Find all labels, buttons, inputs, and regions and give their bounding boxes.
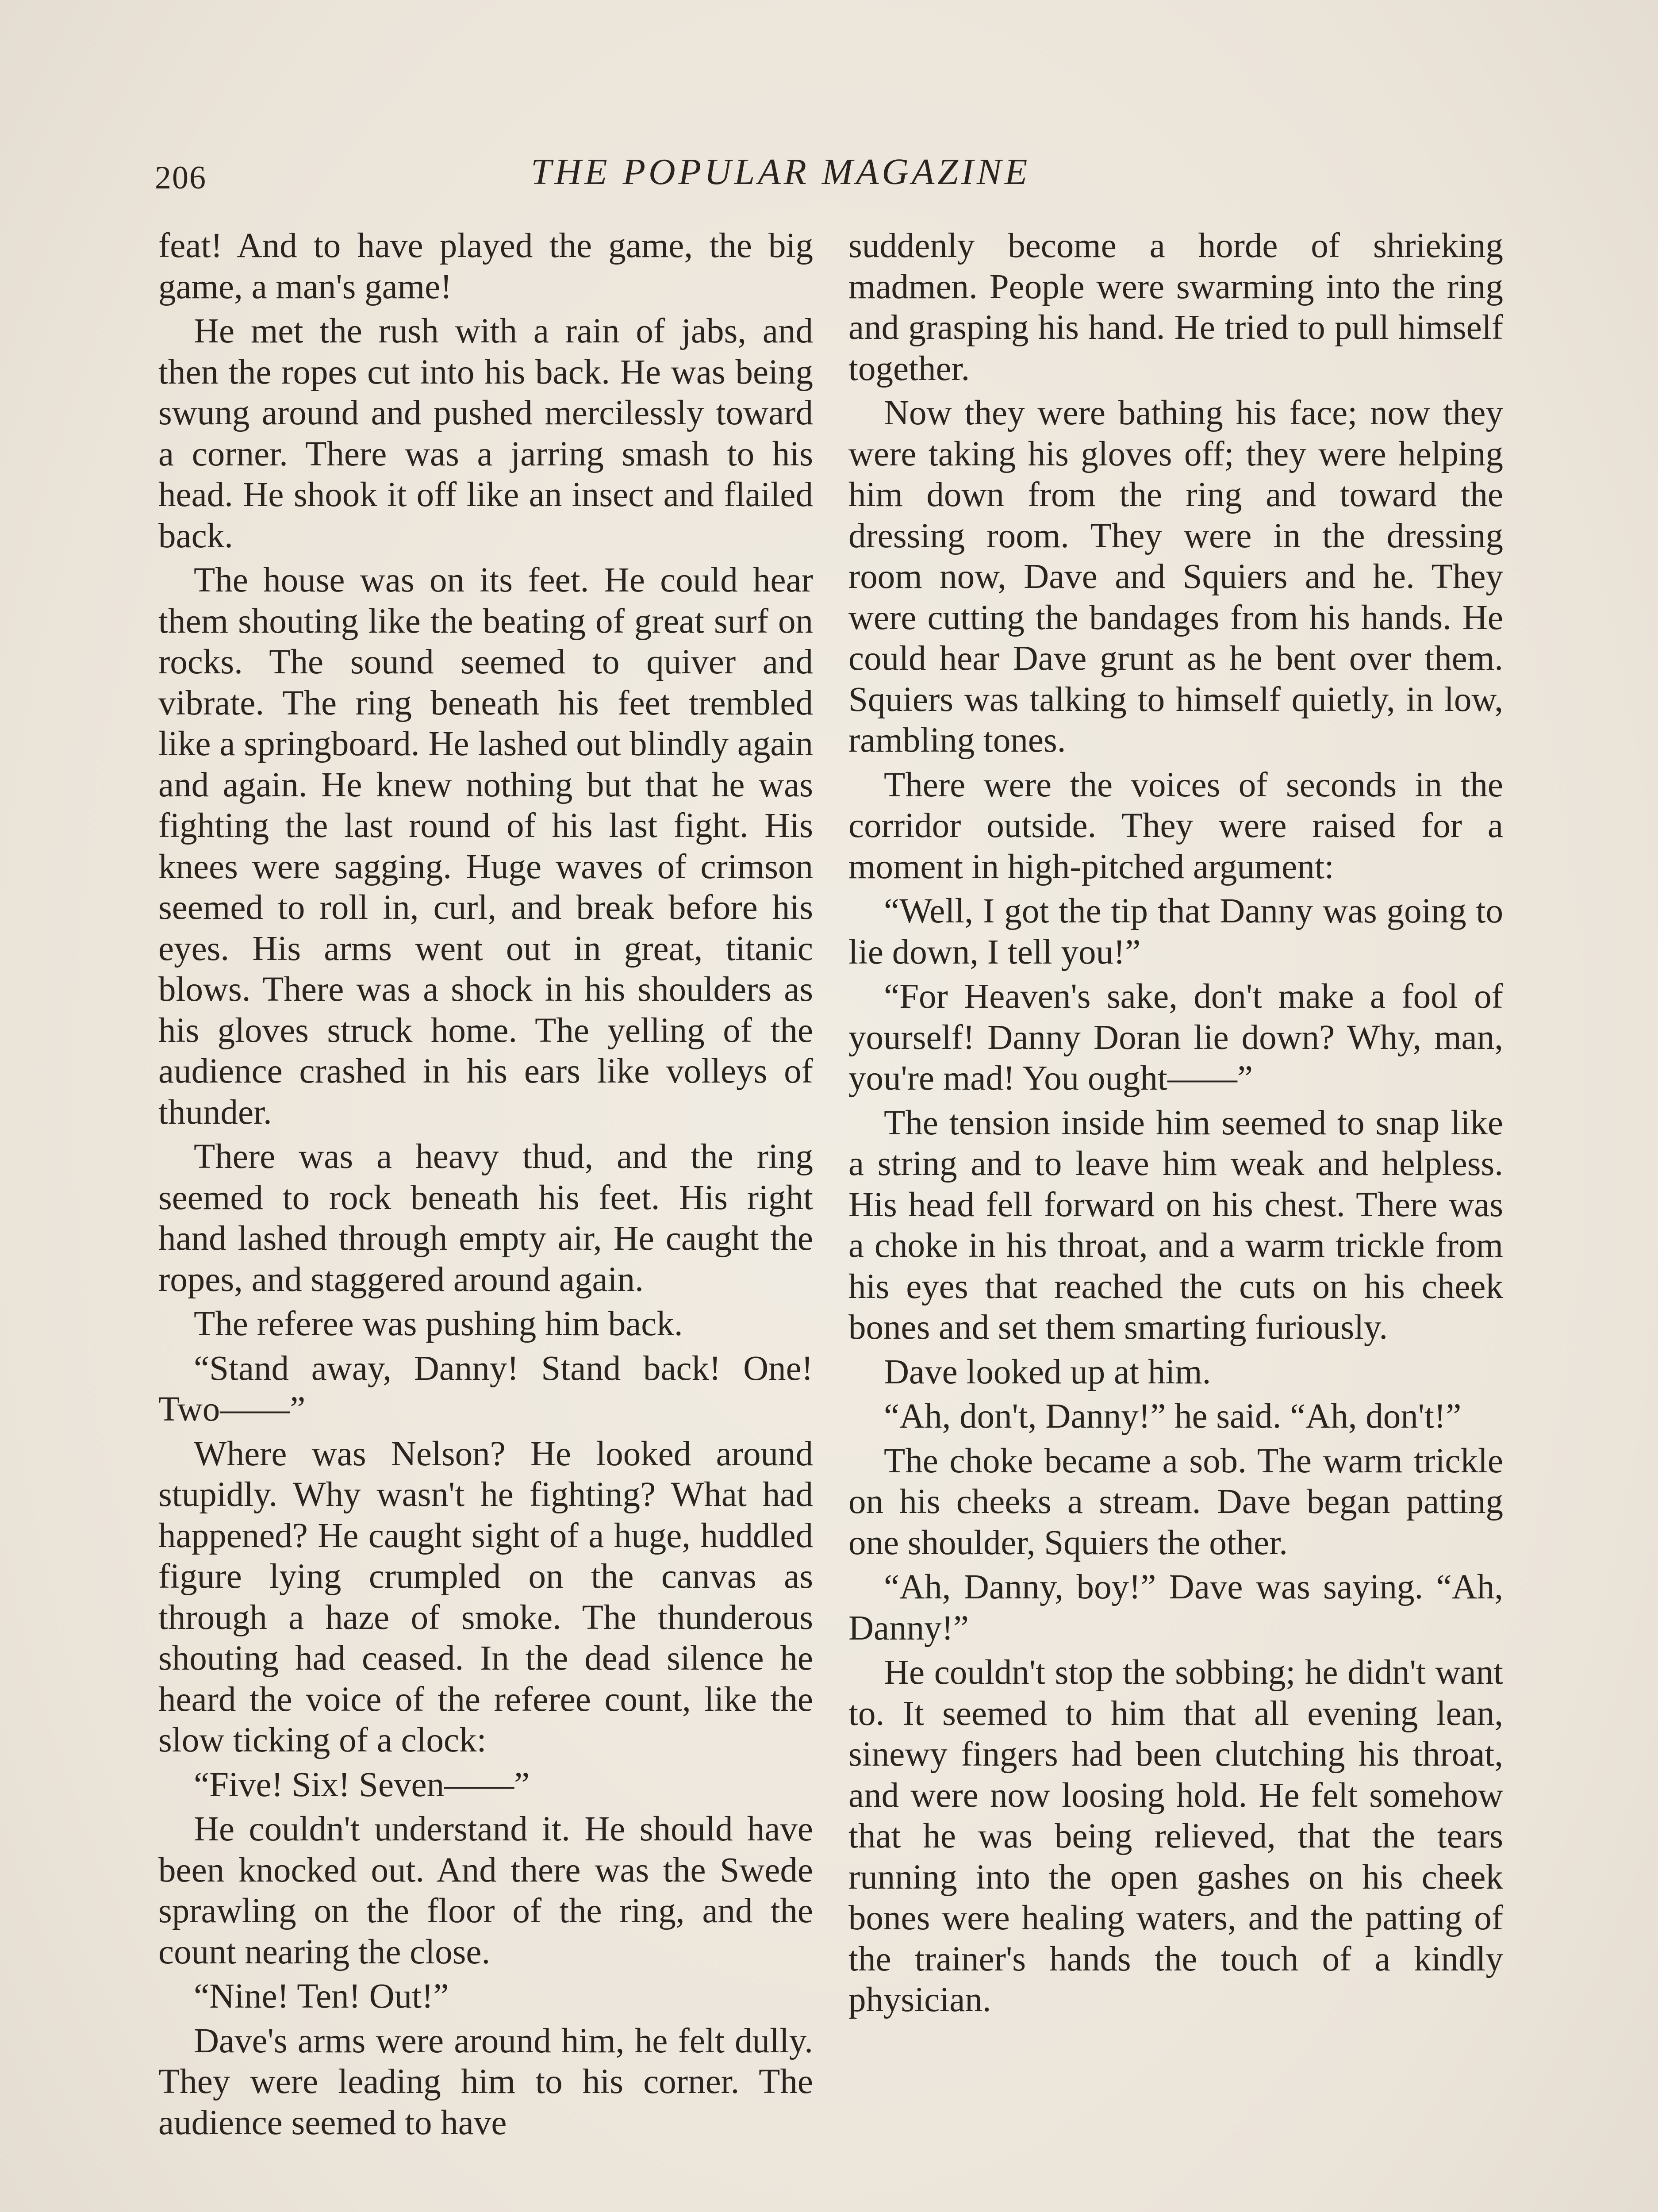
paragraph: The choke became a sob. The warm trickle on his cheeks a stream. Dave began patting one shoulder, Squiers the other. (848, 1441, 1503, 1562)
right-column (848, 226, 1503, 2212)
paragraph: The referee was pushing him back. (194, 1305, 683, 1343)
paragraph: “Stand away, Danny! Stand back! One! Two——” (158, 1349, 813, 1429)
paragraph: The tension inside him seemed to snap like a string and to leave him weak and helpless. His head fell forward on his chest. There was a choke in his throat, and a warm trickle from his eyes that reached the cuts on his cheek bones and set them smarting furiously. (848, 1103, 1503, 1347)
paragraph: feat! And to have played the game, the big game, a man's game! (158, 227, 813, 306)
page-number: 206 (155, 160, 207, 196)
paragraph: He met the rush with a rain of jabs, and then the ropes cut into his back. He was being swung around and pushed mercilessly toward a corner. There was a jarring smash to his head. He shook it off like an insect and flailed back. (158, 312, 813, 555)
paragraph: “Ah, don't, Danny!” he said. “Ah, don't!” (884, 1397, 1462, 1436)
paragraph: “Five! Six! Seven——” (194, 1765, 530, 1804)
paragraph: “For Heaven's sake, don't make a fool of yourself! Danny Doran lie down? Why, man, you're mad! You ought——” (848, 977, 1503, 1098)
paragraph: He couldn't understand it. He should have been knocked out. And there was the Swede sprawling on the floor of the ring, and the count nearing the close. (158, 1810, 813, 1971)
paragraph: There was a heavy thud, and the ring seemed to rock beneath his feet. His right hand lashed through empty air, He caught the ropes, and staggered around again. (158, 1137, 813, 1299)
paragraph: suddenly become a horde of shrieking madmen. People were swarming into the ring and grasping his hand. He tried to pull himself together. (848, 227, 1503, 388)
paragraph: Dave's arms were around him, he felt dully. They were leading him to his corner. The audience seemed to have (158, 2021, 813, 2142)
paragraph: There were the voices of seconds in the corridor outside. They were raised for a moment in high-pitched argument: (848, 765, 1503, 886)
running-title: THE POPULAR MAGAZINE (531, 151, 1031, 192)
page-header (155, 146, 1500, 204)
paragraph: “Ah, Danny, boy!” Dave was saying. “Ah, Danny!” (848, 1568, 1503, 1647)
paragraph: The house was on its feet. He could hear them shouting like the beating of great surf on rocks. The sound seemed to quiver and vibrate. The ring beneath his feet trembled like a springboard. He lashed out blindly again and again. He knew nothing but that he was fighting the last round of his last fight. His knees were sagging. Huge waves of crimson seemed to roll in, curl, and break before his eyes. His arms went out in great, titanic blows. There was a shock in his shoulders as his gloves struck home. The yelling of the audience crashed in his ears like volleys of thunder. (158, 561, 813, 1132)
left-column (158, 226, 813, 2212)
paragraph: He couldn't stop the sobbing; he didn't want to. It seemed to him that all evening lean, sinewy fingers had been clutching his throat, and were now loosing hold. He felt somehow that he was being relieved, that the tears running into the open gashes on his cheek bones were healing waters, and the patting of the trainer's hands the touch of a kindly physician. (848, 1653, 1503, 2019)
paragraph: “Well, I got the tip that Danny was going to lie down, I tell you!” (848, 892, 1503, 972)
paragraph: “Nine! Ten! Out!” (194, 1977, 449, 2016)
paragraph: Where was Nelson? He looked around stupidly. Why wasn't he fighting? What had happened? He caught sight of a huge, huddled figure lying crumpled on the canvas as through a haze of smoke. The thunderous shouting had ceased. In the dead silence he heard the voice of the referee count, like the slow ticking of a clock: (158, 1434, 813, 1759)
paragraph: Dave looked up at him. (884, 1352, 1211, 1391)
paragraph: Now they were bathing his face; now they were taking his gloves off; they were helping him down from the ring and toward the dressing room. They were in the dressing room now, Dave and Squiers and he. They were cutting the bandages from his hands. He could hear Dave grunt as he bent over them. Squiers was talking to himself quietly, in low, rambling tones. (848, 394, 1503, 760)
